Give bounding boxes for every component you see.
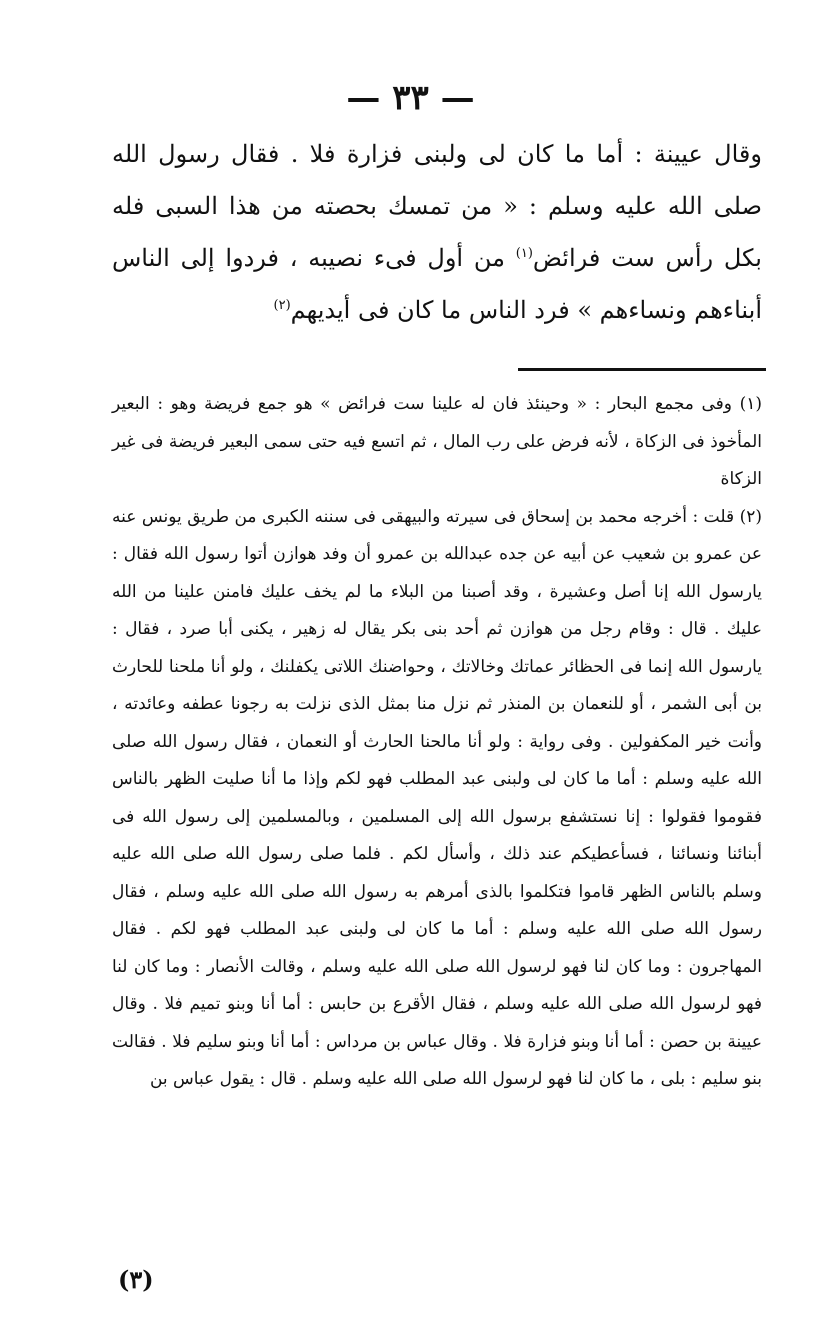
footnote-ref-2[interactable]: (٢) [273,298,291,313]
footnote-2 [112,499,762,1099]
main-paragraph-text: وقال عيينة : أما ما كان لى ولبنى فزارة فلا . فقال رسول الله صلى الله عليه وسلم : « من تمسك بحصته من هذا السبى فله بكل رأس ست فرائض [112,140,762,272]
footnote-marker: (٢) [739,506,762,527]
footnote-text: وفى مجمع البحار : « وحينئذ فان له علينا ست فرائض » هو جمع فريضة وهو : البعير المأخوذ فى الزكاة ، لأنه فرض على رب المال ، ثم اتسع فيه حتى سمى البعير فريضة فى غير الزكاة [112,394,762,489]
footnote-text: قلت : أخرجه محمد بن إسحاق فى سيرته والبيهقى فى سننه الكبرى من طريق يونس عنه عن عمرو بن شعيب عن أبيه عن جده عبدالله بن عمرو أن وفد هوازن أتوا رسول الله فقال : يارسول الله إنا أصل وعشيرة ، وقد أصبنا من البلاء ما لم يخف عليك فامنن علينا من الله عليك . قال : وقام رجل من هوازن ثم أحد بنى بكر يقال له زهير ، يكنى أبا صرد ، فقال : يارسول الله إنما فى الحظائر عماتك وخالاتك ، وحواضنك اللاتى يكفلنك ، ولو أنا ملحنا للحارث بن أبى الشمر ، أو للنعمان بن المنذر ثم نزل منا بمثل الذى نزلت به رجونا عطفه وعائدته ، وأنت خير المكفولين . وفى رواية : ولو أنا مالحنا الحارث أو النعمان ، فقال رسول الله صلى الله عليه وسلم : أما ما كان لى ولبنى عبد المطلب فهو لكم وإذا ما أنا صليت الظهر بالناس فقوموا فقولوا : إنا نستشفع برسول الله إلى المسلمين ، وبالمسلمين إلى رسول الله فى أبنائنا ونسائنا ، فسأعطيكم عند ذلك ، وأسأل لكم . فلما صلى رسول الله صلى الله عليه وسلم بالناس الظهر قاموا فتكلموا بالذى أمرهم به رسول الله صلى الله عليه وسلم ، فقال رسول الله صلى الله عليه وسلم : أما ما كان لى ولبنى عبد المطلب فهو لكم . فقال المهاجرون : وما كان لنا فهو لرسول الله صلى الله عليه وسلم ، وقالت الأنصار : وما كان لنا فهو لرسول الله صلى الله عليه وسلم ، فقال الأقرع بن حابس : أما أنا وبنو تميم فلا . وقال عيينة بن حصن : أما أنا وبنو فزارة فلا . وقال عباس بن مرداس : أما أنا وبنو سليم فلا . فقالت بنو سليم : بلى ، ما كان لنا فهو لرسول الله صلى الله عليه وسلم . قال : يقول عباس بن [112,506,762,1089]
footnotes-section [112,386,762,1099]
main-paragraph-continuation: من أول فىء نصيبه ، فردوا إلى الناس أبناءهم ونساءهم » فرد الناس ما كان فى أيديهم [112,244,762,324]
main-body-text [112,128,762,336]
footnote-ref-1[interactable]: (١) [515,246,533,261]
page-number-header: — ٣٣ — [346,78,475,118]
signature-mark: (٣) [118,1265,154,1294]
main-paragraph [112,128,762,336]
footnote-1 [112,386,762,499]
footnote-separator-line [518,368,766,371]
footnote-marker: (١) [739,394,762,414]
